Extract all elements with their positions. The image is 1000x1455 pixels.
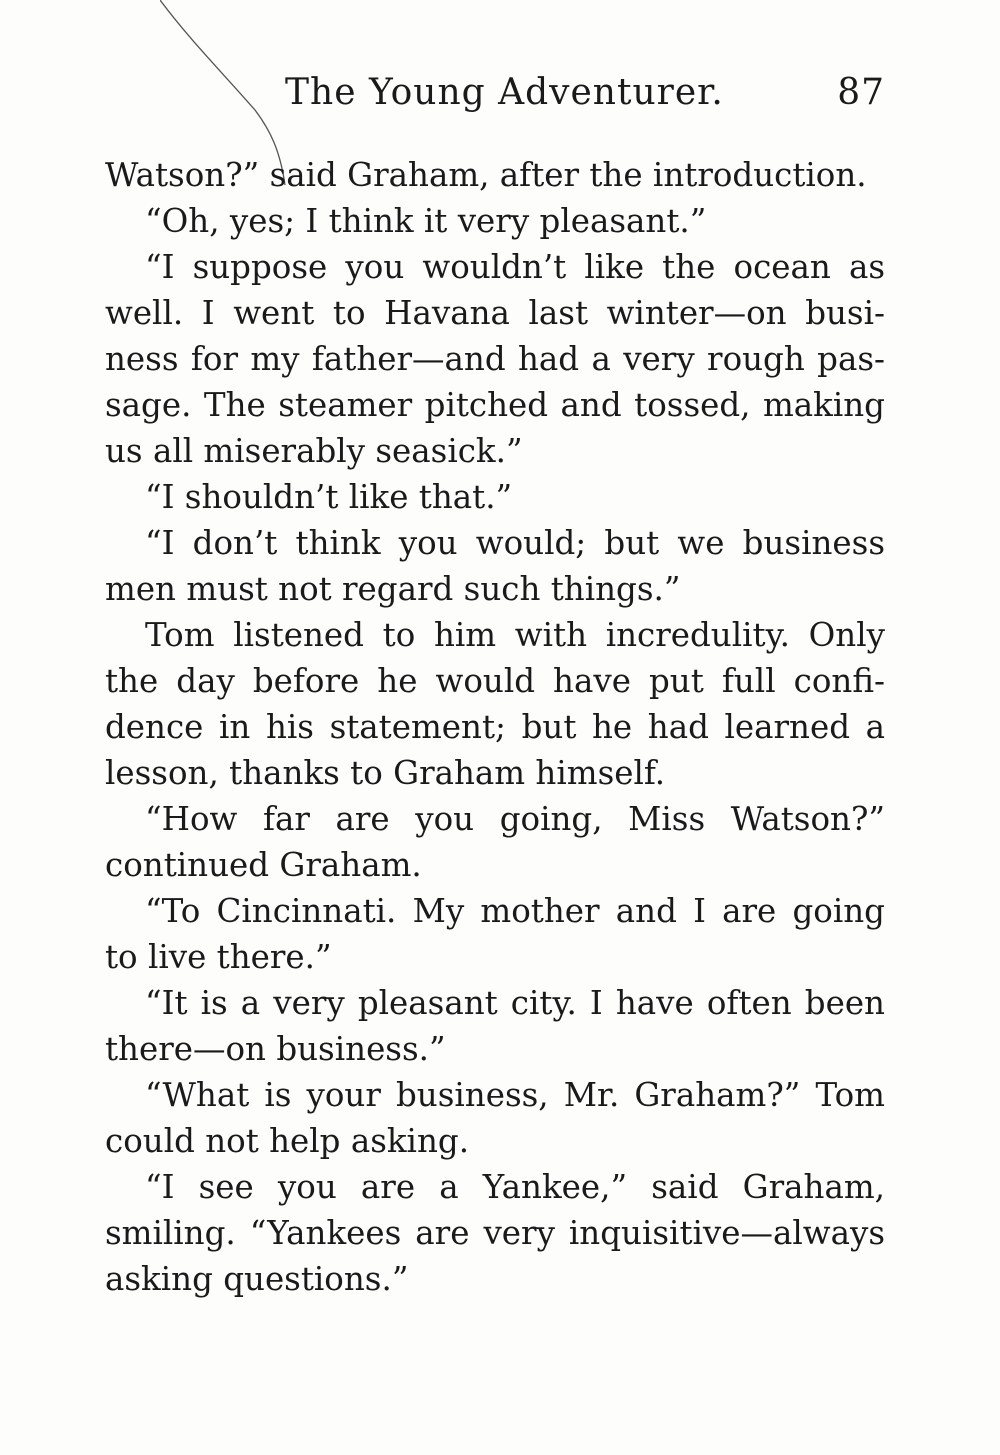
paragraph: “What is your business, Mr. Graham?” Tom could not help asking. xyxy=(105,1076,885,1160)
paragraph: “To Cincinnati. My mother and I are going to live there.” xyxy=(105,892,885,976)
paragraph: “How far are you going, Miss Watson?” continued Graham. xyxy=(105,800,885,884)
running-header xyxy=(105,72,885,122)
paragraph: “I shouldn’t like that.” xyxy=(145,478,513,516)
paragraph: Watson?” said Graham, after the introduction. xyxy=(105,156,867,194)
paragraph: “I suppose you wouldn’t like the ocean as well. I went to Havana last winter—on business for my father—and had a very rough passage. The steamer pitched and tossed, making us all miserably seasick.” xyxy=(105,248,885,470)
paragraph: “Oh, yes; I think it very pleasant.” xyxy=(145,202,707,240)
page-body xyxy=(105,152,885,1302)
paragraph: Tom listened to him with incredulity. Only the day before he would have put full confidence in his statement; but he had learned a lesson, thanks to Graham himself. xyxy=(105,616,885,792)
running-title: The Young Adventurer. xyxy=(285,72,724,113)
paragraph: “I don’t think you would; but we business men must not regard such things.” xyxy=(105,524,885,608)
paragraph: “I see you are a Yankee,” said Graham, smiling. “Yankees are very inquisitive—always asking questions.” xyxy=(105,1168,885,1298)
page-number: 87 xyxy=(837,72,885,113)
paragraph: “It is a very pleasant city. I have often been there—on business.” xyxy=(105,984,885,1068)
